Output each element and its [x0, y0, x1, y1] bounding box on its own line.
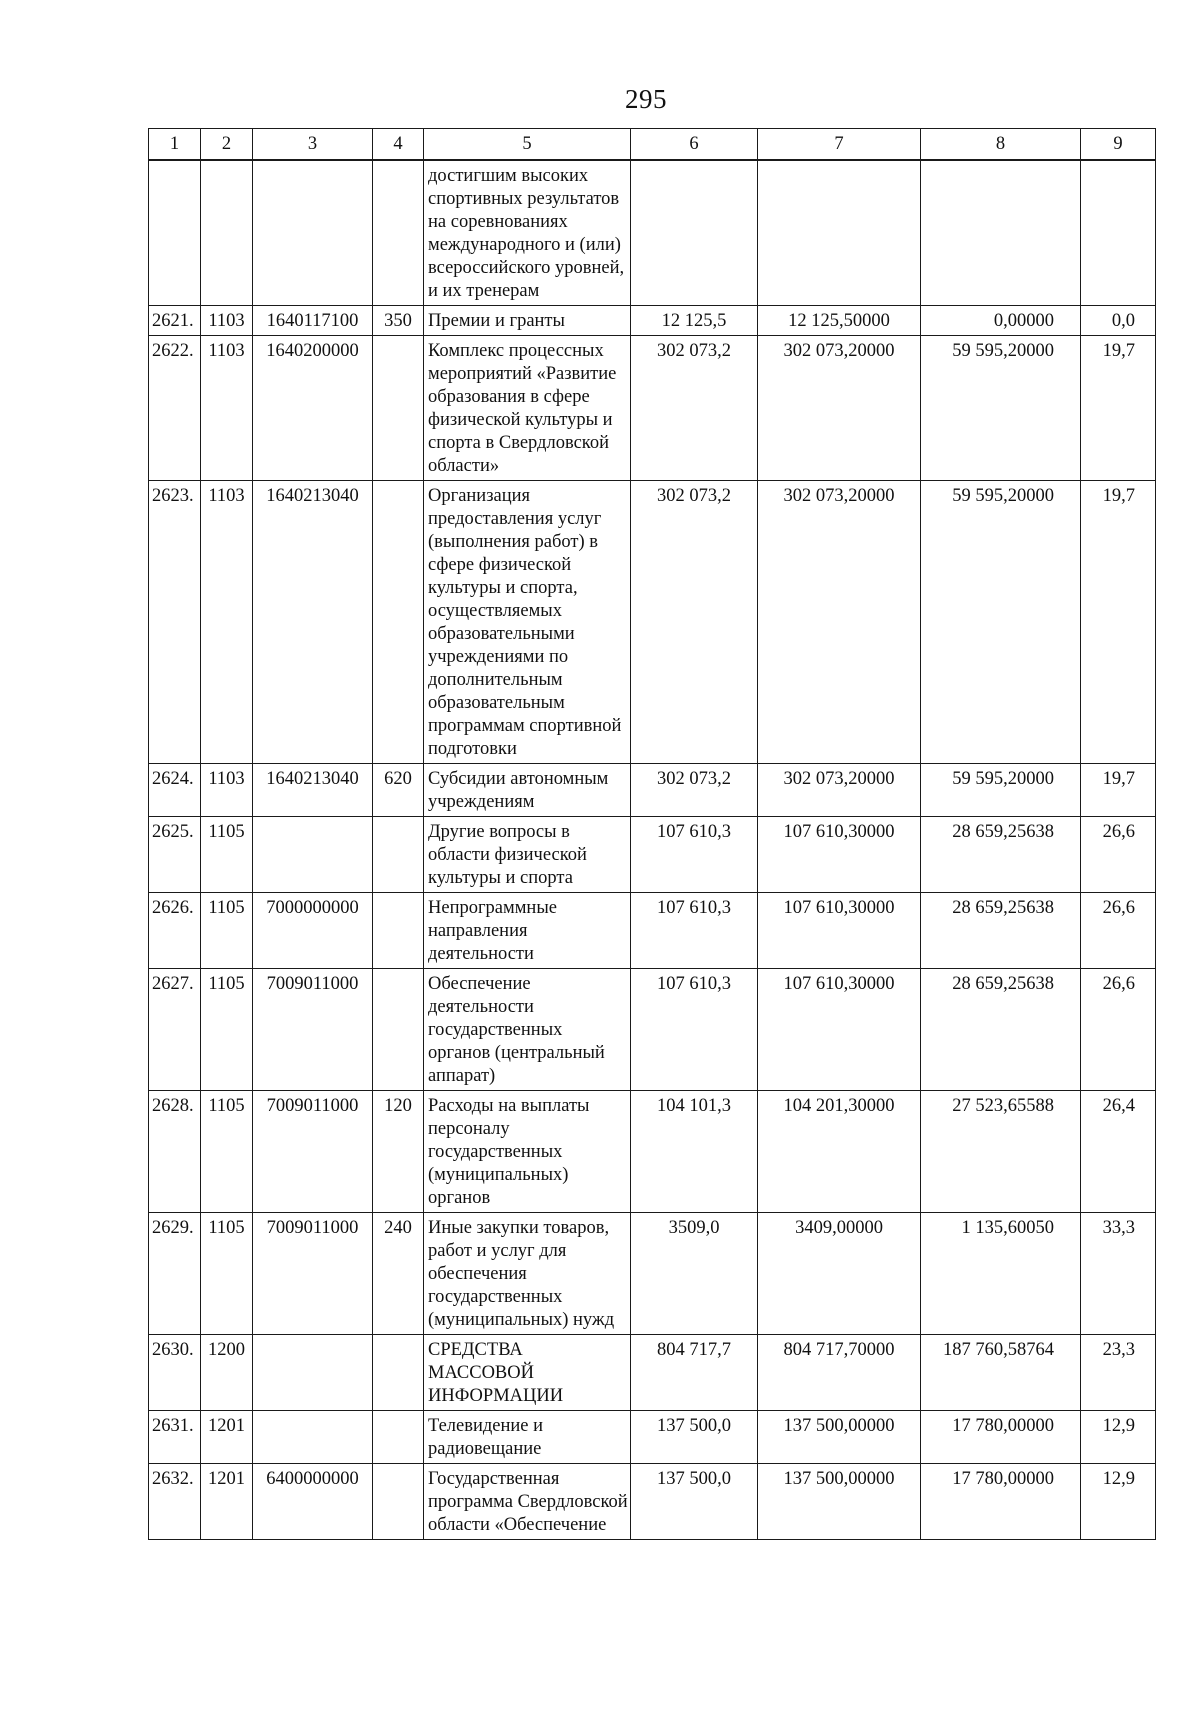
adjusted-plan-amount: 107 610,30000: [758, 969, 921, 1091]
planned-amount: 302 073,2: [631, 764, 758, 817]
expense-type: [373, 336, 424, 481]
planned-amount: 137 500,0: [631, 1464, 758, 1540]
adjusted-plan-amount: 302 073,20000: [758, 764, 921, 817]
adjusted-plan-amount: 302 073,20000: [758, 336, 921, 481]
expense-name: Расходы на выплаты персоналу государственных (муниципальных) органов: [424, 1091, 631, 1213]
target-code: 7009011000: [253, 969, 373, 1091]
row-number: 2622.: [149, 336, 201, 481]
executed-amount: 59 595,20000: [921, 481, 1081, 764]
expense-type: 240: [373, 1213, 424, 1335]
adjusted-plan-amount: 137 500,00000: [758, 1411, 921, 1464]
expense-name: Непрограммные направления деятельности: [424, 893, 631, 969]
target-code: 7009011000: [253, 1091, 373, 1213]
adjusted-plan-amount: 302 073,20000: [758, 481, 921, 764]
header-row: [149, 129, 1156, 161]
target-code: [253, 1335, 373, 1411]
row-number: 2626.: [149, 893, 201, 969]
executed-amount: 27 523,65588: [921, 1091, 1081, 1213]
adjusted-plan-amount: 12 125,50000: [758, 306, 921, 336]
header-cell: 9: [1081, 129, 1156, 161]
row-number: 2624.: [149, 764, 201, 817]
adjusted-plan-amount: 137 500,00000: [758, 1464, 921, 1540]
target-code: [253, 160, 373, 306]
expense-name: Субсидии автономным учреждениям: [424, 764, 631, 817]
executed-amount: 17 780,00000: [921, 1411, 1081, 1464]
section-code: 1105: [201, 1213, 253, 1335]
planned-amount: 302 073,2: [631, 336, 758, 481]
execution-percent: 26,4: [1081, 1091, 1156, 1213]
row-number: 2625.: [149, 817, 201, 893]
table-row: [149, 969, 1156, 1091]
header-cell: 1: [149, 129, 201, 161]
section-code: 1103: [201, 764, 253, 817]
execution-percent: 19,7: [1081, 764, 1156, 817]
planned-amount: 107 610,3: [631, 893, 758, 969]
planned-amount: 107 610,3: [631, 817, 758, 893]
table-row: [149, 893, 1156, 969]
execution-percent: 26,6: [1081, 969, 1156, 1091]
adjusted-plan-amount: 804 717,70000: [758, 1335, 921, 1411]
section-code: 1105: [201, 969, 253, 1091]
table-row: [149, 160, 1156, 306]
row-number: [149, 160, 201, 306]
row-number: 2632.: [149, 1464, 201, 1540]
adjusted-plan-amount: 104 201,30000: [758, 1091, 921, 1213]
header-cell: 2: [201, 129, 253, 161]
target-code: 1640200000: [253, 336, 373, 481]
section-code: 1103: [201, 481, 253, 764]
expense-name: Государственная программа Свердловской области «Обеспечение: [424, 1464, 631, 1540]
planned-amount: 137 500,0: [631, 1411, 758, 1464]
execution-percent: 26,6: [1081, 817, 1156, 893]
planned-amount: 804 717,7: [631, 1335, 758, 1411]
expense-name: Организация предоставления услуг (выполнения работ) в сфере физической культуры и спорта, осуществляемых образовательными учреждениями по дополнительным образовательным программам спортивной подготовки: [424, 481, 631, 764]
executed-amount: 1 135,60050: [921, 1213, 1081, 1335]
execution-percent: 0,0: [1081, 306, 1156, 336]
expense-type: [373, 1464, 424, 1540]
execution-percent: [1081, 160, 1156, 306]
planned-amount: 12 125,5: [631, 306, 758, 336]
expense-type: [373, 1411, 424, 1464]
expense-name: Комплекс процессных мероприятий «Развитие образования в сфере физической культуры и спорта в Свердловской области»: [424, 336, 631, 481]
expense-name: Другие вопросы в области физической культуры и спорта: [424, 817, 631, 893]
row-number: 2631.: [149, 1411, 201, 1464]
target-code: 7000000000: [253, 893, 373, 969]
expense-type: [373, 893, 424, 969]
planned-amount: 302 073,2: [631, 481, 758, 764]
row-number: 2629.: [149, 1213, 201, 1335]
executed-amount: 28 659,25638: [921, 893, 1081, 969]
planned-amount: 104 101,3: [631, 1091, 758, 1213]
planned-amount: [631, 160, 758, 306]
header-cell: 8: [921, 129, 1081, 161]
page-number: 295: [625, 84, 667, 114]
target-code: 6400000000: [253, 1464, 373, 1540]
expense-type: [373, 481, 424, 764]
table-row: [149, 306, 1156, 336]
planned-amount: 3509,0: [631, 1213, 758, 1335]
section-code: 1105: [201, 1091, 253, 1213]
budget-table: [148, 128, 1156, 1540]
adjusted-plan-amount: [758, 160, 921, 306]
target-code: 1640213040: [253, 481, 373, 764]
section-code: 1105: [201, 893, 253, 969]
expense-type: [373, 160, 424, 306]
execution-percent: 23,3: [1081, 1335, 1156, 1411]
execution-percent: 26,6: [1081, 893, 1156, 969]
table-row: [149, 1411, 1156, 1464]
section-code: 1105: [201, 817, 253, 893]
row-number: 2630.: [149, 1335, 201, 1411]
adjusted-plan-amount: 107 610,30000: [758, 817, 921, 893]
row-number: 2621.: [149, 306, 201, 336]
executed-amount: 59 595,20000: [921, 764, 1081, 817]
expense-type: 120: [373, 1091, 424, 1213]
table-row: [149, 1213, 1156, 1335]
header-cell: 3: [253, 129, 373, 161]
executed-amount: [921, 160, 1081, 306]
section-code: 1200: [201, 1335, 253, 1411]
executed-amount: 28 659,25638: [921, 969, 1081, 1091]
target-code: 7009011000: [253, 1213, 373, 1335]
execution-percent: 19,7: [1081, 336, 1156, 481]
execution-percent: 33,3: [1081, 1213, 1156, 1335]
execution-percent: 12,9: [1081, 1464, 1156, 1540]
header-cell: 5: [424, 129, 631, 161]
table-row: [149, 1464, 1156, 1540]
section-code: 1201: [201, 1411, 253, 1464]
expense-name: Телевидение и радиовещание: [424, 1411, 631, 1464]
expense-type: [373, 817, 424, 893]
table-row: [149, 1091, 1156, 1213]
executed-amount: 28 659,25638: [921, 817, 1081, 893]
expense-name: Обеспечение деятельности государственных органов (центральный аппарат): [424, 969, 631, 1091]
expense-name: СРЕДСТВА МАССОВОЙ ИНФОРМАЦИИ: [424, 1335, 631, 1411]
section-code: [201, 160, 253, 306]
executed-amount: 17 780,00000: [921, 1464, 1081, 1540]
section-code: 1103: [201, 336, 253, 481]
expense-name: достигшим высоких спортивных результатов на соревнованиях международного и (или) всероссийского уровней, и их тренерам: [424, 160, 631, 306]
target-code: [253, 817, 373, 893]
execution-percent: 12,9: [1081, 1411, 1156, 1464]
target-code: [253, 1411, 373, 1464]
expense-name: Премии и гранты: [424, 306, 631, 336]
executed-amount: 0,00000: [921, 306, 1081, 336]
table-row: [149, 764, 1156, 817]
planned-amount: 107 610,3: [631, 969, 758, 1091]
header-cell: 7: [758, 129, 921, 161]
row-number: 2628.: [149, 1091, 201, 1213]
expense-type: [373, 969, 424, 1091]
expense-type: 350: [373, 306, 424, 336]
executed-amount: 59 595,20000: [921, 336, 1081, 481]
table-row: [149, 1335, 1156, 1411]
executed-amount: 187 760,58764: [921, 1335, 1081, 1411]
expense-type: 620: [373, 764, 424, 817]
adjusted-plan-amount: 3409,00000: [758, 1213, 921, 1335]
header-cell: 6: [631, 129, 758, 161]
table-row: [149, 481, 1156, 764]
table-row: [149, 336, 1156, 481]
section-code: 1103: [201, 306, 253, 336]
table-row: [149, 817, 1156, 893]
adjusted-plan-amount: 107 610,30000: [758, 893, 921, 969]
row-number: 2623.: [149, 481, 201, 764]
target-code: 1640117100: [253, 306, 373, 336]
expense-type: [373, 1335, 424, 1411]
execution-percent: 19,7: [1081, 481, 1156, 764]
expense-name: Иные закупки товаров, работ и услуг для обеспечения государственных (муниципальных) нужд: [424, 1213, 631, 1335]
header-cell: 4: [373, 129, 424, 161]
section-code: 1201: [201, 1464, 253, 1540]
row-number: 2627.: [149, 969, 201, 1091]
target-code: 1640213040: [253, 764, 373, 817]
